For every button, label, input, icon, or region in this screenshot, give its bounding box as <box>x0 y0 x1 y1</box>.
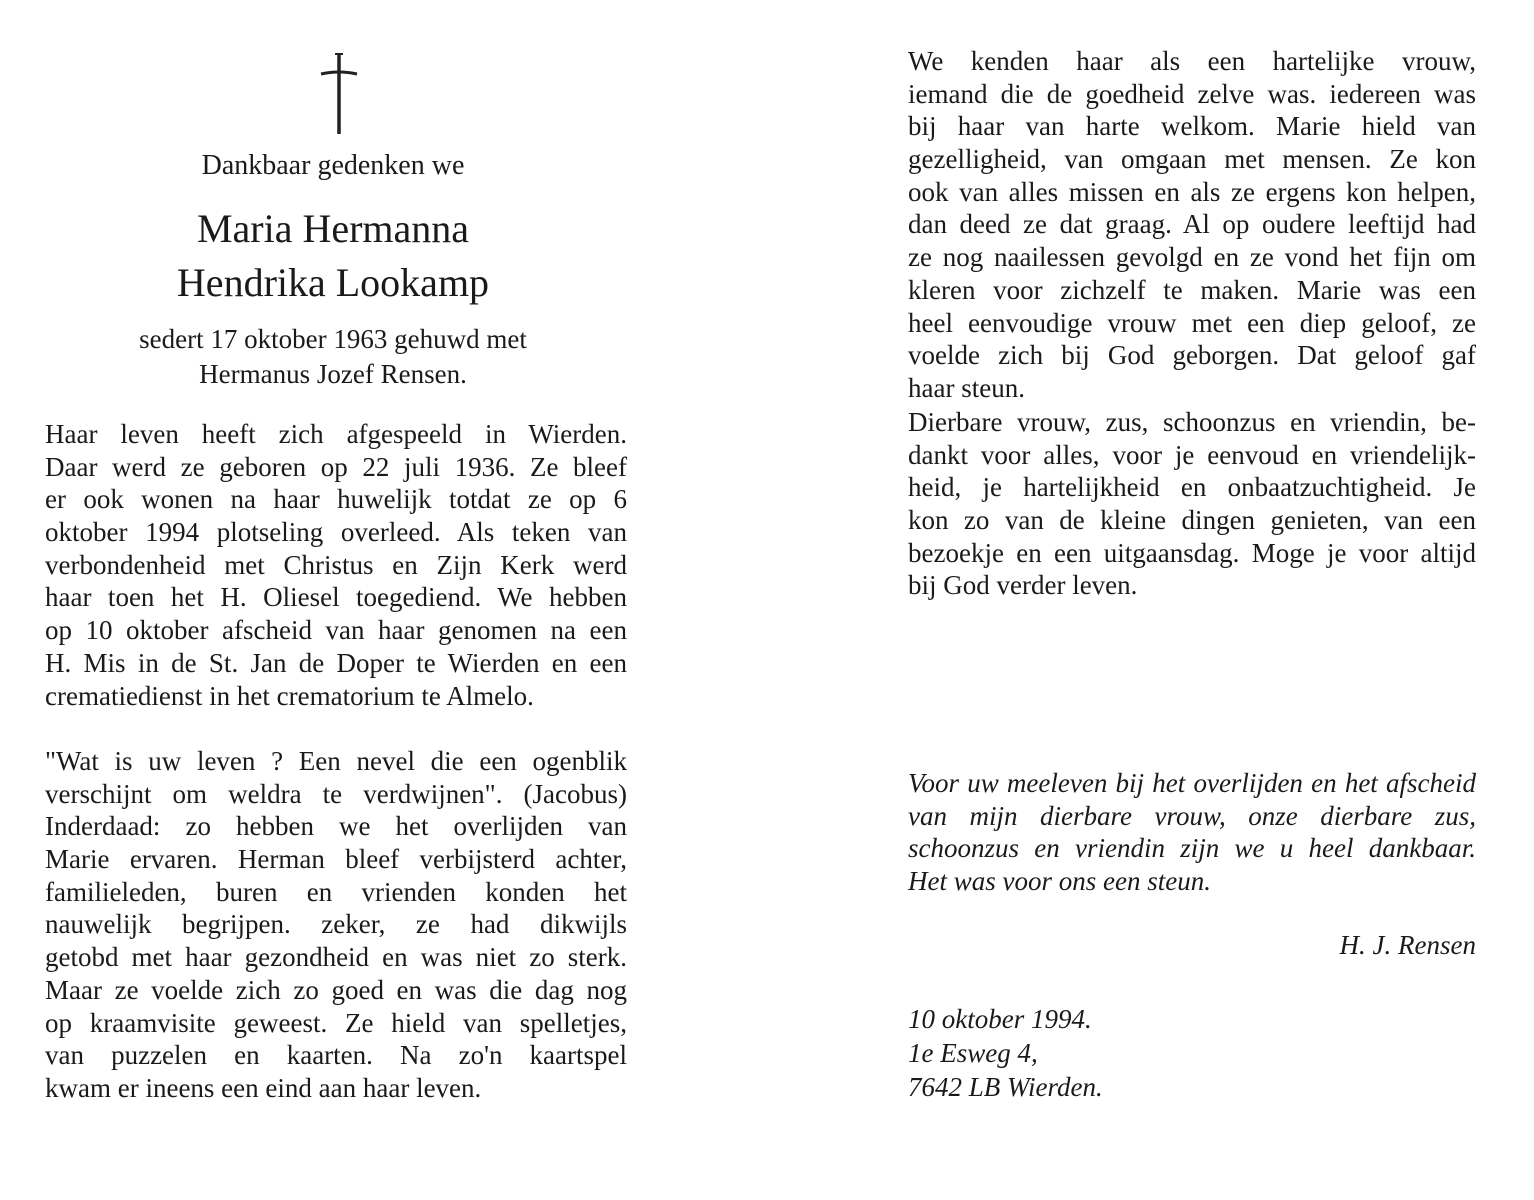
text-line: Voor uw meeleven bij het overlijden en het afscheid <box>908 768 1476 798</box>
life-paragraph <box>45 418 627 712</box>
text-line: schoonzus en vriendin zijn we u heel dankbaar. <box>908 833 1476 864</box>
text-line: van puzzelen en kaarten. Na zo'n kaartspel <box>45 1040 627 1071</box>
text-line: iemand die de goedheid zelve was. iedereen was <box>908 78 1476 109</box>
text-line: nauwelijk begrijpen. zeker, ze had dikwijls <box>45 909 627 940</box>
text-line: dan deed ze dat graag. Al op oudere leeftijd had <box>908 209 1476 240</box>
text-line: er ook wonen na haar huwelijk totdat ze op 6 <box>45 484 627 515</box>
date-line: 10 oktober 1994. <box>908 1004 1092 1034</box>
intro-text: Dankbaar gedenken we <box>201 150 465 181</box>
text-line: getobd met haar gezondheid en was niet zo sterk. <box>45 942 627 973</box>
text-line: haar toen het H. Oliesel toegediend. We hebben <box>45 582 627 613</box>
text-line: ze nog naailessen gevolgd en ze vond het fijn om <box>908 242 1476 273</box>
thanks-paragraph <box>908 767 1476 898</box>
text-line: Inderdaad: zo hebben we het overlijden van <box>45 811 627 842</box>
text-line: "Wat is uw leven ? Een nevel die een ogenblik <box>45 746 627 776</box>
deceased-name <box>100 202 566 310</box>
marriage-line: sedert 17 oktober 1963 gehuwd met <box>139 324 527 354</box>
text-line: Marie ervaren. Herman bleef verbijsterd achter, <box>45 844 627 875</box>
character-paragraph <box>908 45 1476 405</box>
text-line: haar steun. <box>908 372 1025 403</box>
text-line: voelde zich bij God geborgen. Dat geloof gaf <box>908 340 1476 371</box>
text-line: We kenden haar als een hartelijke vrouw, <box>908 46 1476 76</box>
signature: H. J. Rensen <box>1339 930 1476 960</box>
text-line: kleren voor zichzelf te maken. Marie was een <box>908 274 1476 305</box>
text-line: ook van alles missen en als ze ergens kon helpen, <box>908 176 1476 207</box>
remembrance-paragraph <box>45 745 627 1105</box>
street-line: 1e Esweg 4, <box>908 1038 1038 1068</box>
text-line: verbondenheid met Christus en Zijn Kerk werd <box>45 549 627 580</box>
text-line: heel eenvoudige vrouw met een diep geloof, ze <box>908 307 1476 338</box>
text-line: H. Mis in de St. Jan de Doper te Wierden en een <box>45 647 627 678</box>
farewell-paragraph <box>908 406 1476 602</box>
text-line: heid, je hartelijkheid en onbaatzuchtigheid. Je <box>908 472 1476 503</box>
text-line: kon zo van de kleine dingen genieten, van een <box>908 505 1476 536</box>
text-line: op 10 oktober afscheid van haar genomen na een <box>45 615 627 646</box>
text-line: dankt voor alles, voor je eenvoud en vriendelijk- <box>908 439 1476 470</box>
text-line: bij God verder leven. <box>908 570 1138 601</box>
text-line: verschijnt om weldra te verdwijnen". (Jacobus) <box>45 778 627 809</box>
text-line: op kraamvisite geweest. Ze hield van spelletjes, <box>45 1007 627 1038</box>
address-block <box>908 1002 1103 1104</box>
name-line: Maria Hermanna <box>196 206 470 251</box>
text-line: bezoekje en een uitgaansdag. Moge je voor altijd <box>908 537 1476 568</box>
text-line: gezelligheid, van omgaan met mensen. Ze kon <box>908 144 1476 175</box>
text-line: oktober 1994 plotseling overleed. Als teken van <box>45 517 627 548</box>
text-line: Haar leven heeft zich afgespeeld in Wierden. <box>45 419 627 449</box>
city-line: 7642 LB Wierden. <box>908 1072 1103 1102</box>
text-line: crematiedienst in het crematorium te Almelo. <box>45 680 534 711</box>
name-line: Hendrika Lookamp <box>176 260 490 305</box>
marriage-line: Hermanus Jozef Rensen. <box>199 359 467 389</box>
text-line: kwam er ineens een eind aan haar leven. <box>45 1072 482 1103</box>
text-line: familieleden, buren en vrienden konden het <box>45 876 627 907</box>
text-line: bij haar van harte welkom. Marie hield van <box>908 111 1476 142</box>
text-line: Het was voor ons een steun. <box>908 866 1211 897</box>
cross-icon <box>318 52 360 136</box>
text-line: Daar werd ze geboren op 22 juli 1936. Ze bleef <box>45 451 627 482</box>
text-line: Dierbare vrouw, zus, schoonzus en vriendin, be- <box>908 407 1476 437</box>
text-line: van mijn dierbare vrouw, onze dierbare zus, <box>908 800 1476 831</box>
marriage-info <box>100 322 566 392</box>
text-line: Maar ze voelde zich zo goed en was die dag nog <box>45 974 627 1005</box>
